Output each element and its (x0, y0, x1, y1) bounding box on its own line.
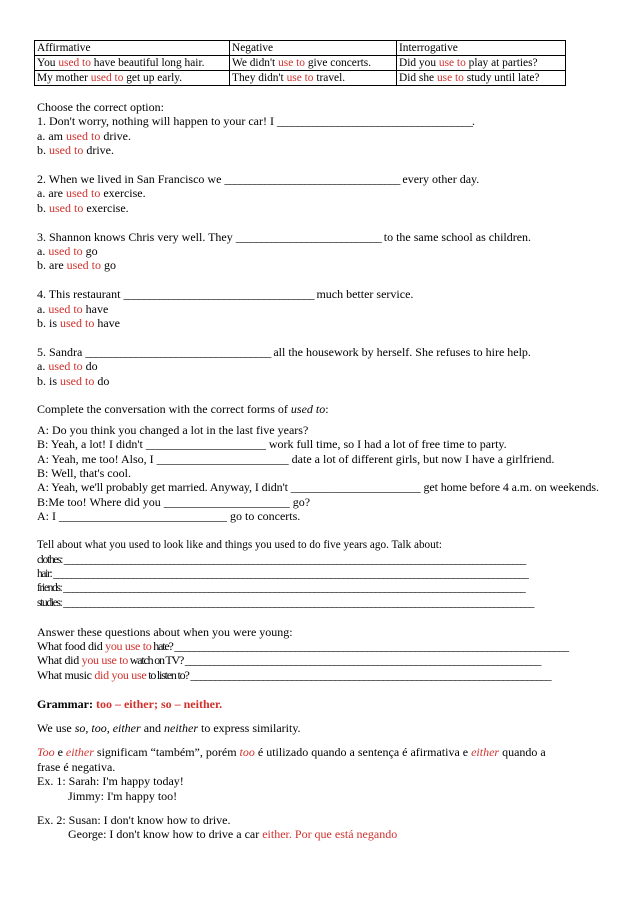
cell-highlight: used to (58, 57, 91, 69)
cell-text: study until late? (463, 72, 540, 84)
table-row (35, 56, 566, 71)
question-text: 1. Don't worry, nothing will happen to your car! I _______________________________________. (37, 114, 475, 129)
cell-text: get up early. (123, 72, 183, 84)
cell-text: Did she (399, 72, 437, 84)
question-1 (37, 114, 607, 157)
tell-clothes-line[interactable]: clothes: _________________________________________________________________________________________________________ (37, 553, 526, 566)
cell-text: play at parties? (465, 57, 538, 69)
conversation-line[interactable]: A: Yeah, we'll probably get married. Anyway, I didn't ______________________ get home before 4 a.m. on weekends. (37, 480, 599, 495)
header-affirmative: Affirmative (35, 41, 230, 56)
table-cell (35, 71, 230, 86)
tell-hair-line[interactable]: hair: ____________________________________________________________________________________________________________ (37, 567, 528, 580)
answer-blank[interactable]: _____________________________________ (85, 344, 271, 359)
option-b[interactable]: b. used to drive. (37, 143, 114, 158)
cell-text: They didn't (232, 72, 287, 84)
cell-highlight: use to (278, 57, 305, 69)
question-4 (37, 287, 607, 330)
cell-text: We didn't (232, 57, 279, 69)
table-cell (397, 56, 566, 71)
answer-question-tv[interactable]: What did you use to watch on TV? __________________________________________________________________________ (37, 653, 541, 668)
question-text: 2. When we lived in San Francisco we ___________________________________ every other day. (37, 172, 480, 187)
header-interrogative: Interrogative (397, 41, 566, 56)
conversation-line[interactable]: A: I ____________________________ go to concerts. (37, 509, 301, 524)
conversation-line[interactable]: B:Me too! Where did you _____________________ go? (37, 494, 311, 509)
tell-studies-line[interactable]: studies: ___________________________________________________________________________________________________________ (37, 596, 534, 609)
tell-intro: Tell about what you used to look like and things you used to do five years ago. Talk about: (37, 539, 442, 552)
answer-blank[interactable]: ___________________________________ (224, 172, 400, 187)
example-2-line-2: George: I don't know how to drive a car either. Por que está negando (68, 827, 398, 842)
example-1-line-2: Jimmy: I'm happy too! (68, 788, 178, 803)
table-cell (230, 71, 397, 86)
cell-text: You (37, 57, 59, 69)
option-a[interactable]: a. used to go (37, 244, 98, 259)
option-b[interactable]: b. are used to go (37, 258, 116, 273)
example-1-line-1: Ex. 1: Sarah: I'm happy today! (37, 774, 184, 789)
cell-highlight: use to (286, 72, 314, 84)
answer-blank[interactable]: _____________________________ (235, 229, 381, 244)
option-a[interactable]: a. am used to drive. (37, 128, 131, 143)
question-text: 5. Sandra _____________________________________ all the housework by herself. She refuses to hire help. (37, 344, 531, 359)
answer-blank[interactable]: ______________________________________ (123, 287, 314, 302)
option-b[interactable]: b. used to exercise. (37, 200, 129, 215)
cell-text: give concerts. (304, 57, 372, 69)
table-row (35, 71, 566, 86)
choose-heading: Choose the correct option: (37, 100, 164, 114)
table-cell (35, 56, 230, 71)
tell-section (37, 538, 607, 610)
worksheet-page (37, 40, 607, 842)
answer-section (37, 625, 607, 683)
cell-text: Did you (399, 57, 439, 69)
option-a[interactable]: a. are used to exercise. (37, 186, 146, 201)
table-cell (397, 71, 566, 86)
table-header-row (35, 41, 566, 56)
cell-highlight: use to (436, 72, 464, 84)
conversation-heading: Complete the conversation with the correct forms of used to: (37, 402, 329, 417)
grammar-usage: We use so, too, either and neither to express similarity. (37, 720, 301, 735)
conversation (37, 423, 607, 524)
conversation-line[interactable]: B: Yeah, a lot! I didn't ____________________ work full time, so I had a lot of free time to party. (37, 437, 507, 452)
question-2 (37, 172, 607, 215)
option-b[interactable]: b. is used to do (37, 373, 110, 388)
cell-highlight: use to (438, 57, 466, 69)
answer-question-music[interactable]: What music did you use to listen to? ___________________________________________________________________________ (37, 667, 551, 682)
cell-text: My mother (37, 72, 91, 84)
question-5 (37, 345, 607, 388)
option-a[interactable]: a. used to have (37, 301, 109, 316)
question-text: 4. This restaurant ______________________________________ much better service. (37, 287, 414, 302)
conversation-line: B: Well, that's cool. (37, 466, 131, 481)
conversation-line[interactable]: A: Yeah, me too! Also, I ______________________ date a lot of different girls, but now I have a girlfriend. (37, 451, 555, 466)
answer-question-food[interactable]: What food did you use to hate? __________________________________________________________________________________ (37, 638, 568, 653)
grammar-explanation: Too e either significam “também”, porém too é utilizado quando a sentença é afirmativa e either quando a frase é negativa. (37, 745, 546, 774)
answer-blank[interactable]: _______________________________________ (277, 114, 472, 129)
tell-friends-line[interactable]: friends: _________________________________________________________________________________________________________ (37, 582, 525, 595)
answer-heading: Answer these questions about when you were young: (37, 624, 293, 639)
cell-highlight: used to (90, 72, 124, 84)
used-to-table (34, 40, 566, 86)
cell-text: travel. (313, 72, 346, 84)
option-a[interactable]: a. used to do (37, 359, 98, 374)
conversation-line: A: Do you think you changed a lot in the last five years? (37, 422, 309, 437)
question-3 (37, 230, 607, 273)
cell-text: have beautiful long hair. (90, 57, 205, 69)
question-text: 3. Shannon knows Chris very well. They _____________________________ to the same school as children. (37, 229, 532, 244)
example-2-line-1: Ex. 2: Susan: I don't know how to drive. (37, 812, 231, 827)
grammar-title: Grammar: too – either; so – neither. (37, 696, 223, 711)
header-negative: Negative (230, 41, 397, 56)
option-b[interactable]: b. is used to have (37, 316, 121, 331)
table-cell (230, 56, 397, 71)
